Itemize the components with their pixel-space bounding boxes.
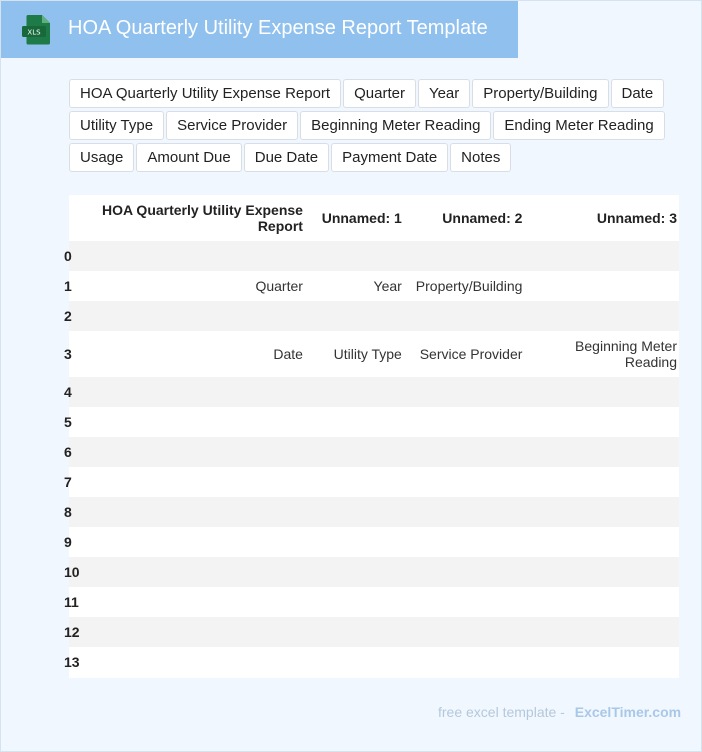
column-tag[interactable]: Property/Building [472, 79, 608, 108]
table-row [69, 587, 679, 617]
row-index: 5 [64, 414, 72, 430]
svg-text:XLS: XLS [27, 28, 41, 37]
table-cell [404, 647, 525, 677]
table-cell [305, 407, 404, 437]
column-header: Unnamed: 1 [321, 210, 402, 226]
table-cell [80, 587, 305, 617]
table-cell [524, 587, 679, 617]
row-index: 1 [64, 278, 72, 294]
table-cell [80, 617, 305, 647]
table-row [69, 241, 679, 271]
column-tag[interactable]: Due Date [244, 143, 329, 172]
column-tag[interactable]: Quarter [343, 79, 416, 108]
table-cell [524, 467, 679, 497]
table-cell: Year [373, 278, 402, 294]
table-cell [80, 647, 305, 677]
footer-brand-link[interactable]: ExcelTimer.com [574, 704, 682, 720]
table-cell [404, 497, 525, 527]
column-tag[interactable]: Amount Due [136, 143, 241, 172]
table-cell [80, 377, 305, 407]
row-index: 0 [69, 241, 80, 271]
table-cell: Date [273, 346, 303, 362]
table-cell: Property/Building [415, 278, 523, 294]
table-cell [305, 241, 404, 271]
table-cell [524, 647, 679, 677]
column-tag[interactable]: Date [611, 79, 665, 108]
column-tag[interactable]: Ending Meter Reading [493, 111, 664, 140]
row-index: 9 [64, 534, 72, 550]
table-cell [305, 377, 404, 407]
table-row [69, 407, 679, 437]
table-cell [80, 557, 305, 587]
table-cell [305, 587, 404, 617]
table-row [69, 557, 679, 587]
table-cell [404, 467, 525, 497]
table-cell [524, 557, 679, 587]
table-cell [524, 301, 679, 331]
column-tag[interactable]: Notes [450, 143, 511, 172]
table-cell [80, 241, 305, 271]
table-cell [404, 617, 525, 647]
table-cell [305, 617, 404, 647]
row-index: 2 [69, 301, 80, 331]
table-cell [80, 497, 305, 527]
table-cell: Quarter [255, 278, 303, 294]
column-tag[interactable]: Service Provider [166, 111, 298, 140]
table-cell [80, 467, 305, 497]
table-row [69, 377, 679, 407]
column-header: Unnamed: 2 [442, 210, 523, 226]
row-index: 10 [69, 557, 80, 587]
table-row [69, 647, 679, 677]
table-row [69, 331, 679, 377]
table-cell [524, 377, 679, 407]
row-index: 6 [69, 437, 80, 467]
table-cell [305, 437, 404, 467]
table-row [69, 617, 679, 647]
table-cell [80, 437, 305, 467]
column-tag[interactable]: Utility Type [69, 111, 164, 140]
table-cell [305, 647, 404, 677]
table-row [69, 437, 679, 467]
table-cell [524, 271, 679, 301]
column-tag[interactable]: Payment Date [331, 143, 448, 172]
title-banner [1, 1, 518, 58]
table-cell [524, 497, 679, 527]
page-title: HOA Quarterly Utility Expense Report Template [68, 17, 488, 39]
column-tag[interactable]: Usage [69, 143, 134, 172]
table-cell [80, 301, 305, 331]
table-cell [305, 527, 404, 557]
data-table [64, 195, 679, 677]
table-cell [404, 587, 525, 617]
table-cell [80, 527, 305, 557]
table-row [69, 467, 679, 497]
column-header-index [69, 195, 80, 241]
table-cell [305, 557, 404, 587]
table-cell [404, 301, 525, 331]
table-cell [305, 497, 404, 527]
row-index: 8 [69, 497, 80, 527]
table-row [69, 497, 679, 527]
column-tag[interactable]: Year [418, 79, 470, 108]
footer-credit [438, 704, 681, 720]
table-cell [305, 301, 404, 331]
table-cell [404, 527, 525, 557]
table-cell [524, 617, 679, 647]
row-index: 4 [69, 377, 80, 407]
column-tag-list [69, 79, 669, 172]
row-index: 13 [64, 654, 80, 670]
table-cell [404, 437, 525, 467]
row-index: 11 [64, 594, 79, 610]
table-row [69, 301, 679, 331]
table-cell [305, 467, 404, 497]
column-tag[interactable]: Beginning Meter Reading [300, 111, 491, 140]
table-cell [404, 557, 525, 587]
row-index: 12 [69, 617, 80, 647]
table-row [69, 527, 679, 557]
table-cell: Beginning Meter Reading [575, 338, 677, 370]
table-cell [404, 407, 525, 437]
row-index: 3 [64, 346, 72, 362]
table-row [69, 271, 679, 301]
table-cell: Service Provider [419, 346, 523, 362]
footer-text: free excel template - [438, 704, 565, 720]
table-cell: Utility Type [333, 346, 402, 362]
table-cell [524, 407, 679, 437]
column-header: HOA Quarterly Utility Expense Report [101, 202, 303, 234]
row-index: 7 [64, 474, 72, 490]
table-cell [404, 241, 525, 271]
excel-file-icon [21, 14, 51, 45]
table-cell [80, 407, 305, 437]
column-tag[interactable]: HOA Quarterly Utility Expense Report [69, 79, 341, 108]
spreadsheet-preview[interactable] [64, 195, 679, 678]
table-cell [524, 527, 679, 557]
table-header-row [69, 195, 679, 241]
table-cell [524, 437, 679, 467]
table-cell [404, 377, 525, 407]
table-cell [524, 241, 679, 271]
column-header: Unnamed: 3 [596, 210, 677, 226]
